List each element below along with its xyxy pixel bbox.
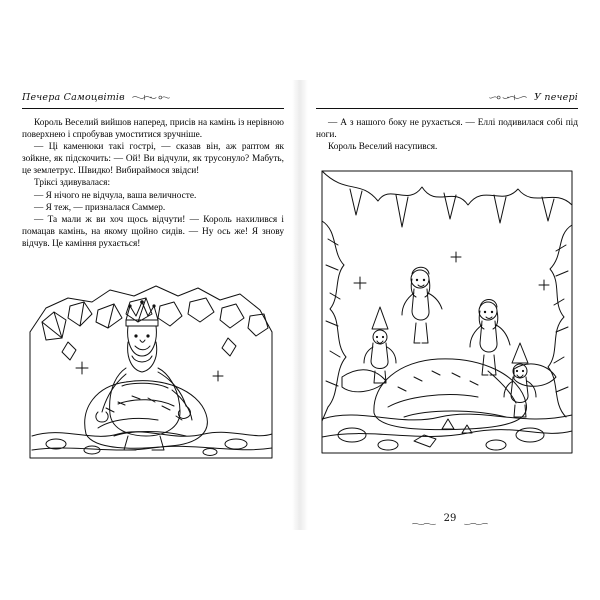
paragraph: Тріксі здивувалася:: [34, 178, 111, 189]
running-head-left: [22, 88, 284, 106]
floral-ornament-icon: [488, 93, 528, 102]
floral-ornament-icon: [131, 93, 171, 102]
cave-interior-with-children-illustration: [316, 161, 578, 461]
left-page: [0, 80, 300, 530]
cave-king-on-rock-illustration: [22, 258, 284, 468]
paragraph: — Я теж, — призналася Саммер.: [34, 202, 166, 213]
running-head-right-text: У печері: [534, 91, 578, 103]
left-page-body: [22, 117, 284, 250]
right-page-body: [316, 117, 578, 153]
small-floral-ornament-icon: [463, 515, 489, 523]
left-illustration-wrapper: [22, 258, 284, 468]
page-number: 29: [443, 513, 457, 524]
right-illustration-wrapper: [316, 161, 578, 461]
right-page: [300, 80, 600, 530]
paragraph: Король Веселий насупився.: [328, 142, 438, 153]
paragraph: — Ці каменюки такі гострі, — сказав він, аж раптом як зойкне, як підскочить: — Ой! Ви відчули, як трусонуло? Мабуть, це землетрус. Швидко! Вибираймося звідси!: [22, 142, 284, 177]
running-head-right: [316, 88, 578, 106]
paragraph: — А з нашого боку не рухається. — Еллі подивилася собі під ноги.: [316, 118, 578, 141]
small-floral-ornament-icon: [411, 515, 437, 523]
paragraph: Король Веселий вийшов наперед, присів на камінь із нерівною поверхнею і спробував умоститися зручніше.: [22, 118, 284, 141]
header-rule-left: [22, 108, 284, 109]
page-number-row: [300, 513, 600, 524]
book-spread: [0, 80, 600, 530]
running-head-left-text: Печера Самоцвітів: [22, 91, 125, 103]
header-rule-right: [316, 108, 578, 109]
paragraph: — Я нічого не відчула, ваша величносте.: [34, 190, 197, 201]
paragraph: — Та мали ж ви хоч щось відчути! — Король нахилився і помацав камінь, на якому щойно сидів. — Ну ось же! Я знову відчув. Це каміння рухається!: [22, 214, 284, 249]
